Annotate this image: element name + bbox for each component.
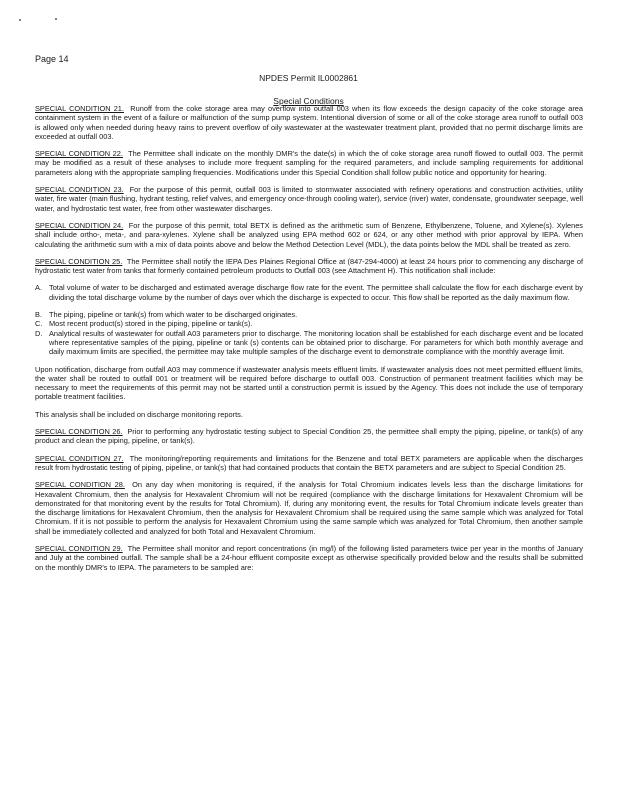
condition-25-items: [35, 310, 583, 356]
special-condition-24: [35, 221, 583, 249]
special-condition-26: [35, 427, 583, 446]
special-condition-29: [35, 544, 583, 572]
list-item: [35, 283, 583, 302]
condition-heading: SPECIAL CONDITION 25.: [35, 256, 123, 266]
list-item: [35, 310, 583, 319]
list-item-label: D.: [35, 328, 43, 338]
list-item-label: A.: [35, 283, 42, 293]
special-condition-22: [35, 149, 583, 177]
condition-text: For the purpose of this permit, outfall 003 is limited to stormwater associated with refinery operations and construction activities, utility water, fire water (main flushing, hydrant testing, relief valves, and emergency once-through cooling water), service (river) water, condensate, groundwater seepage, well water, and hydrostatic test water, free from other wastewater discharges.: [35, 185, 583, 213]
condition-text: The monitoring/reporting requirements and limitations for the Benzene and total BETX parameters are applicable when the discharges result from hydrostatic testing of piping, pipeline, or tank(s) that had contained products that contain the BETX parameters and are subject to Special Condition 25.: [35, 453, 584, 472]
condition-heading: SPECIAL CONDITION 22.: [35, 149, 123, 159]
condition-text: On any day when monitoring is required, if the analysis for Total Chromium indicates levels less than the discharge limitations for Hexavalent Chromium, then the analysis for Hexavalent Chromium will not be required (compliance with the discharge limitations for Hexavalent Chromium will be demonstrated for that monitoring event by the results for Total Chromium). If, during any monitoring event, the results for Total Chromium indicate levels greater than the discharge limitations for Hexavalent Chromium, then the analysis for Hexavalent Chromium shall be required using the same sample which was analyzed for Total Chromium. If it is not possible to perform the analysis for Hexavalent Chromium using the same sample which was analyzed for Total Chromium, then another sample shall be immediately collected and analyzed for both Total and Hexavalent Chromium.: [35, 480, 584, 536]
special-condition-23: [35, 185, 583, 213]
permit-number: NPDES Permit IL0002861: [259, 73, 358, 83]
scan-speck: [19, 19, 21, 21]
document-body: [35, 104, 583, 572]
condition-text: Prior to performing any hydrostatic testing subject to Special Condition 25, the permittee shall empty the piping, pipeline, or tank(s) of any product and clean the piping, pipeline, or tank(s).: [35, 427, 584, 446]
condition-text: For the purpose of this permit, total BETX is defined as the arithmetic sum of Benzene, Ethylbenzene, Toluene, and Xylene(s). Xylenes shall include ortho-, meta-, and para-xylenes. Xylene shall be analyzed using EPA method 602 or 624, or any other method with prior approval by IEPA. When calculating the arithmetic sum with a mix of data points above and below the Method Detection Level (MDL), the data points below the MDL shall be treated as zero.: [35, 220, 583, 249]
condition-heading: SPECIAL CONDITION 27.: [35, 453, 124, 463]
list-item-label: B.: [35, 310, 42, 320]
condition-heading: SPECIAL CONDITION 21.: [35, 104, 124, 113]
condition-text: The Permittee shall notify the IEPA Des Plaines Regional Office at (847-294-4000) at least 24 hours prior to commencing any discharge of hydrostatic test water from tanks that formerly contained petroleum products to Outfall 003 (see Attachment H). This notification shall include:: [35, 256, 584, 276]
analysis-note: This analysis shall be included on discharge monitoring reports.: [35, 409, 243, 419]
condition-text: The Permittee shall monitor and report concentrations (in mg/l) of the following listed parameters twice per year in the months of January and July at the combined outfall. The sample shall be a 24-hour effluent composite except as otherwise specifically provided below and the results shall be submitted on the monthly DMR's to IEPA. The parameters to be sampled are:: [35, 543, 583, 572]
section-title: Special Conditions: [273, 96, 344, 106]
condition-heading: SPECIAL CONDITION 23.: [35, 185, 124, 195]
list-item-text: Total volume of water to be discharged and estimated average discharge flow rate for the event. The permittee shall calculate the flow for each discharge event by dividing the total discharge volume by the number of days over which the discharge is expected to occur. This flow shall be reported as the daily maximum flow.: [49, 283, 583, 302]
special-condition-28: [35, 480, 583, 536]
condition-text: Runoff from the coke storage area may overflow into outfall 003 when its flow exceeds the design capacity of the coke storage area containment system in the event of a failure or malfunction of the sump pump system. Intentional diversion of some or all of the coke storage area runoff to outfall 003 is allowed only when needed during heavy rains to prevent overflow of oily wastewater at the wastewater treatment plant, provided that no permit discharge limits are exceeded at outfall 003.: [35, 104, 584, 141]
upon-notification-paragraph: Upon notification, discharge from outfall A03 may commence if wastewater analysis meets effluent limits. If wastewater analysis does not meet permitted effluent limits, the water shall be routed to outfall 001 or treatment will be required before discharge to outfall 003. Construction of permanent treatment facilities which may be necessary to meet the requirements of this permit may not be started until a construction permit is issued by the Agency. This does not include the use of temporary portable treatment facilities.: [35, 364, 583, 402]
list-item-text: Analytical results of wastewater for outfall A03 parameters prior to discharge. The monitoring location shall be established for each discharge event and be located where representative samples of the piping, pipeline or tank (s) contents can be obtained prior to discharge. For parameters for which both monthly average and daily maximum limits are specified, the permittee may take multiple samples of the discharge event to demonstrate compliance with the monthly average limit.: [49, 328, 583, 357]
condition-heading: SPECIAL CONDITION 28.: [35, 480, 125, 490]
condition-heading: SPECIAL CONDITION 29.: [35, 543, 123, 553]
page-number: Page 14: [35, 54, 69, 64]
list-item: [35, 329, 583, 357]
list-item: [35, 319, 583, 328]
condition-25-item-a: [35, 283, 583, 302]
list-item-label: C.: [35, 319, 43, 329]
special-condition-25: [35, 257, 583, 276]
condition-text: The Permittee shall indicate on the monthly DMR's the date(s) in which the of coke storage area runoff flowed to outfall 003. The permit may be modified as a result of these analyses to include more frequent sampling for the required parameters, and include sampling requirements for additional parameters along with the appropriate sampling frequencies. Modifications under this Special Condition shall follow public notice and opportunity for hearing.: [35, 149, 583, 177]
condition-heading: SPECIAL CONDITION 26.: [35, 427, 123, 437]
list-item-text: The piping, pipeline or tank(s) from which water to be discharged originates.: [49, 310, 298, 320]
list-item-text: Most recent product(s) stored in the piping, pipeline or tank(s).: [49, 319, 253, 329]
special-condition-27: [35, 454, 583, 473]
special-condition-21: [35, 104, 583, 141]
scan-speck: [55, 18, 57, 20]
condition-heading: SPECIAL CONDITION 24.: [35, 220, 124, 230]
